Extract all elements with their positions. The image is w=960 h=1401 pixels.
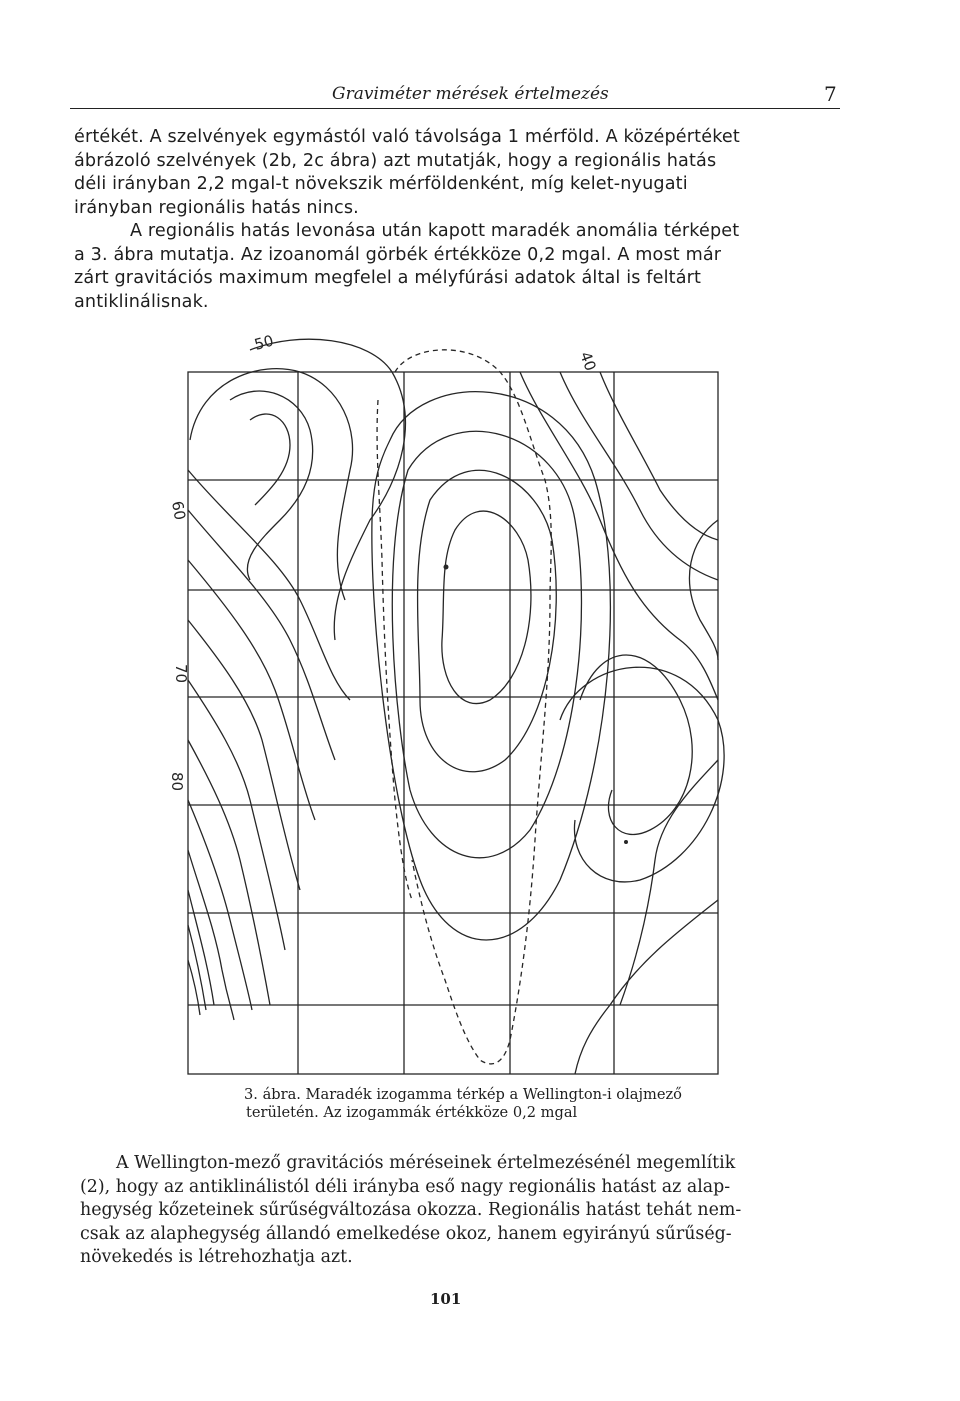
- contour-line: [188, 560, 315, 820]
- closing-paragraph: [80, 1152, 840, 1270]
- text-line: hegység kőzeteinek sűrűségváltozása okozza. Regionális hatást tehát nem-: [80, 1200, 742, 1220]
- text-line: déli irányban 2,2 mgal-t növekszik mérföldenként, míg kelet-nyugati: [74, 174, 688, 194]
- text-line: irányban regionális hatás nincs.: [74, 197, 359, 218]
- text-line: zárt gravitációs maximum megfelel a mélyfúrási adatok által is feltárt: [74, 268, 702, 288]
- contour-line: [188, 850, 234, 1020]
- contour-line: [560, 372, 718, 580]
- text-line: A Wellington-mező gravitációs méréseinek értelmezésénél megemlítik: [116, 1153, 736, 1173]
- isogamma-contours: [188, 339, 724, 1074]
- contour-line: [188, 620, 300, 890]
- folio: 101: [430, 1290, 462, 1308]
- contour-line: [188, 680, 285, 950]
- contour-line: [188, 890, 214, 1005]
- running-title: Graviméter mérések értelmezés: [332, 84, 609, 104]
- contour-line: [188, 740, 270, 1005]
- contour-line: [188, 470, 350, 700]
- contour-line: [372, 392, 611, 940]
- contour-line: [580, 655, 692, 834]
- contour-line: [600, 372, 718, 540]
- text-line: A regionális hatás levonása után kapott maradék anomália térképet: [130, 221, 740, 241]
- contour-line: [620, 760, 718, 1005]
- contour-line: [442, 511, 531, 703]
- contour-label-60: 60: [168, 499, 190, 522]
- contour-line: [560, 667, 724, 882]
- contour-line: [230, 391, 313, 580]
- text-line: antiklinálisnak.: [74, 291, 209, 312]
- text-line: csak az alaphegység állandó emelkedése okoz, hanem egyirányú sűrűség-: [80, 1223, 732, 1244]
- contour-line: [188, 800, 252, 1010]
- text-line: a 3. ábra mutatja. Az izoanomál görbék értékköze 0,2 mgal. A most már: [74, 244, 722, 265]
- contour-line: [188, 510, 335, 760]
- text-line: ábrázoló szelvények (2b, 2c ábra) azt mutatják, hogy a regionális hatás: [74, 150, 717, 171]
- contour-label-40: 40: [576, 349, 600, 374]
- caption-line: területén. Az izogammák értékköze 0,2 mgal: [246, 1104, 578, 1121]
- text-line: értékét. A szelvények egymástól való távolsága 1 mérföld. A középértéket: [74, 127, 740, 147]
- text-line: (2), hogy az antiklinálistól déli irányba eső nagy regionális hatást az alap-: [80, 1176, 731, 1197]
- text-line: növekedés is létrehozhatja azt.: [80, 1247, 353, 1267]
- contour-line: [190, 369, 353, 600]
- contour-line: [418, 470, 557, 771]
- page-number-top: 7: [824, 82, 837, 106]
- contour-line: [575, 900, 718, 1074]
- well-dot: [624, 840, 628, 844]
- contour-line: [250, 414, 290, 505]
- contour-line: [520, 372, 718, 700]
- caption-line: 3. ábra. Maradék izogamma térkép a Wellington-i olajmező: [244, 1086, 682, 1103]
- contour-line: [250, 339, 405, 640]
- contour-label-70: 70: [172, 664, 190, 684]
- contour-label-80: 80: [168, 772, 186, 792]
- figure-caption: [244, 1086, 724, 1122]
- well-dot: [444, 565, 449, 570]
- contour-line-dashed: [395, 350, 551, 1064]
- contour-label-50: 50: [252, 331, 276, 354]
- well-markers: [444, 565, 629, 845]
